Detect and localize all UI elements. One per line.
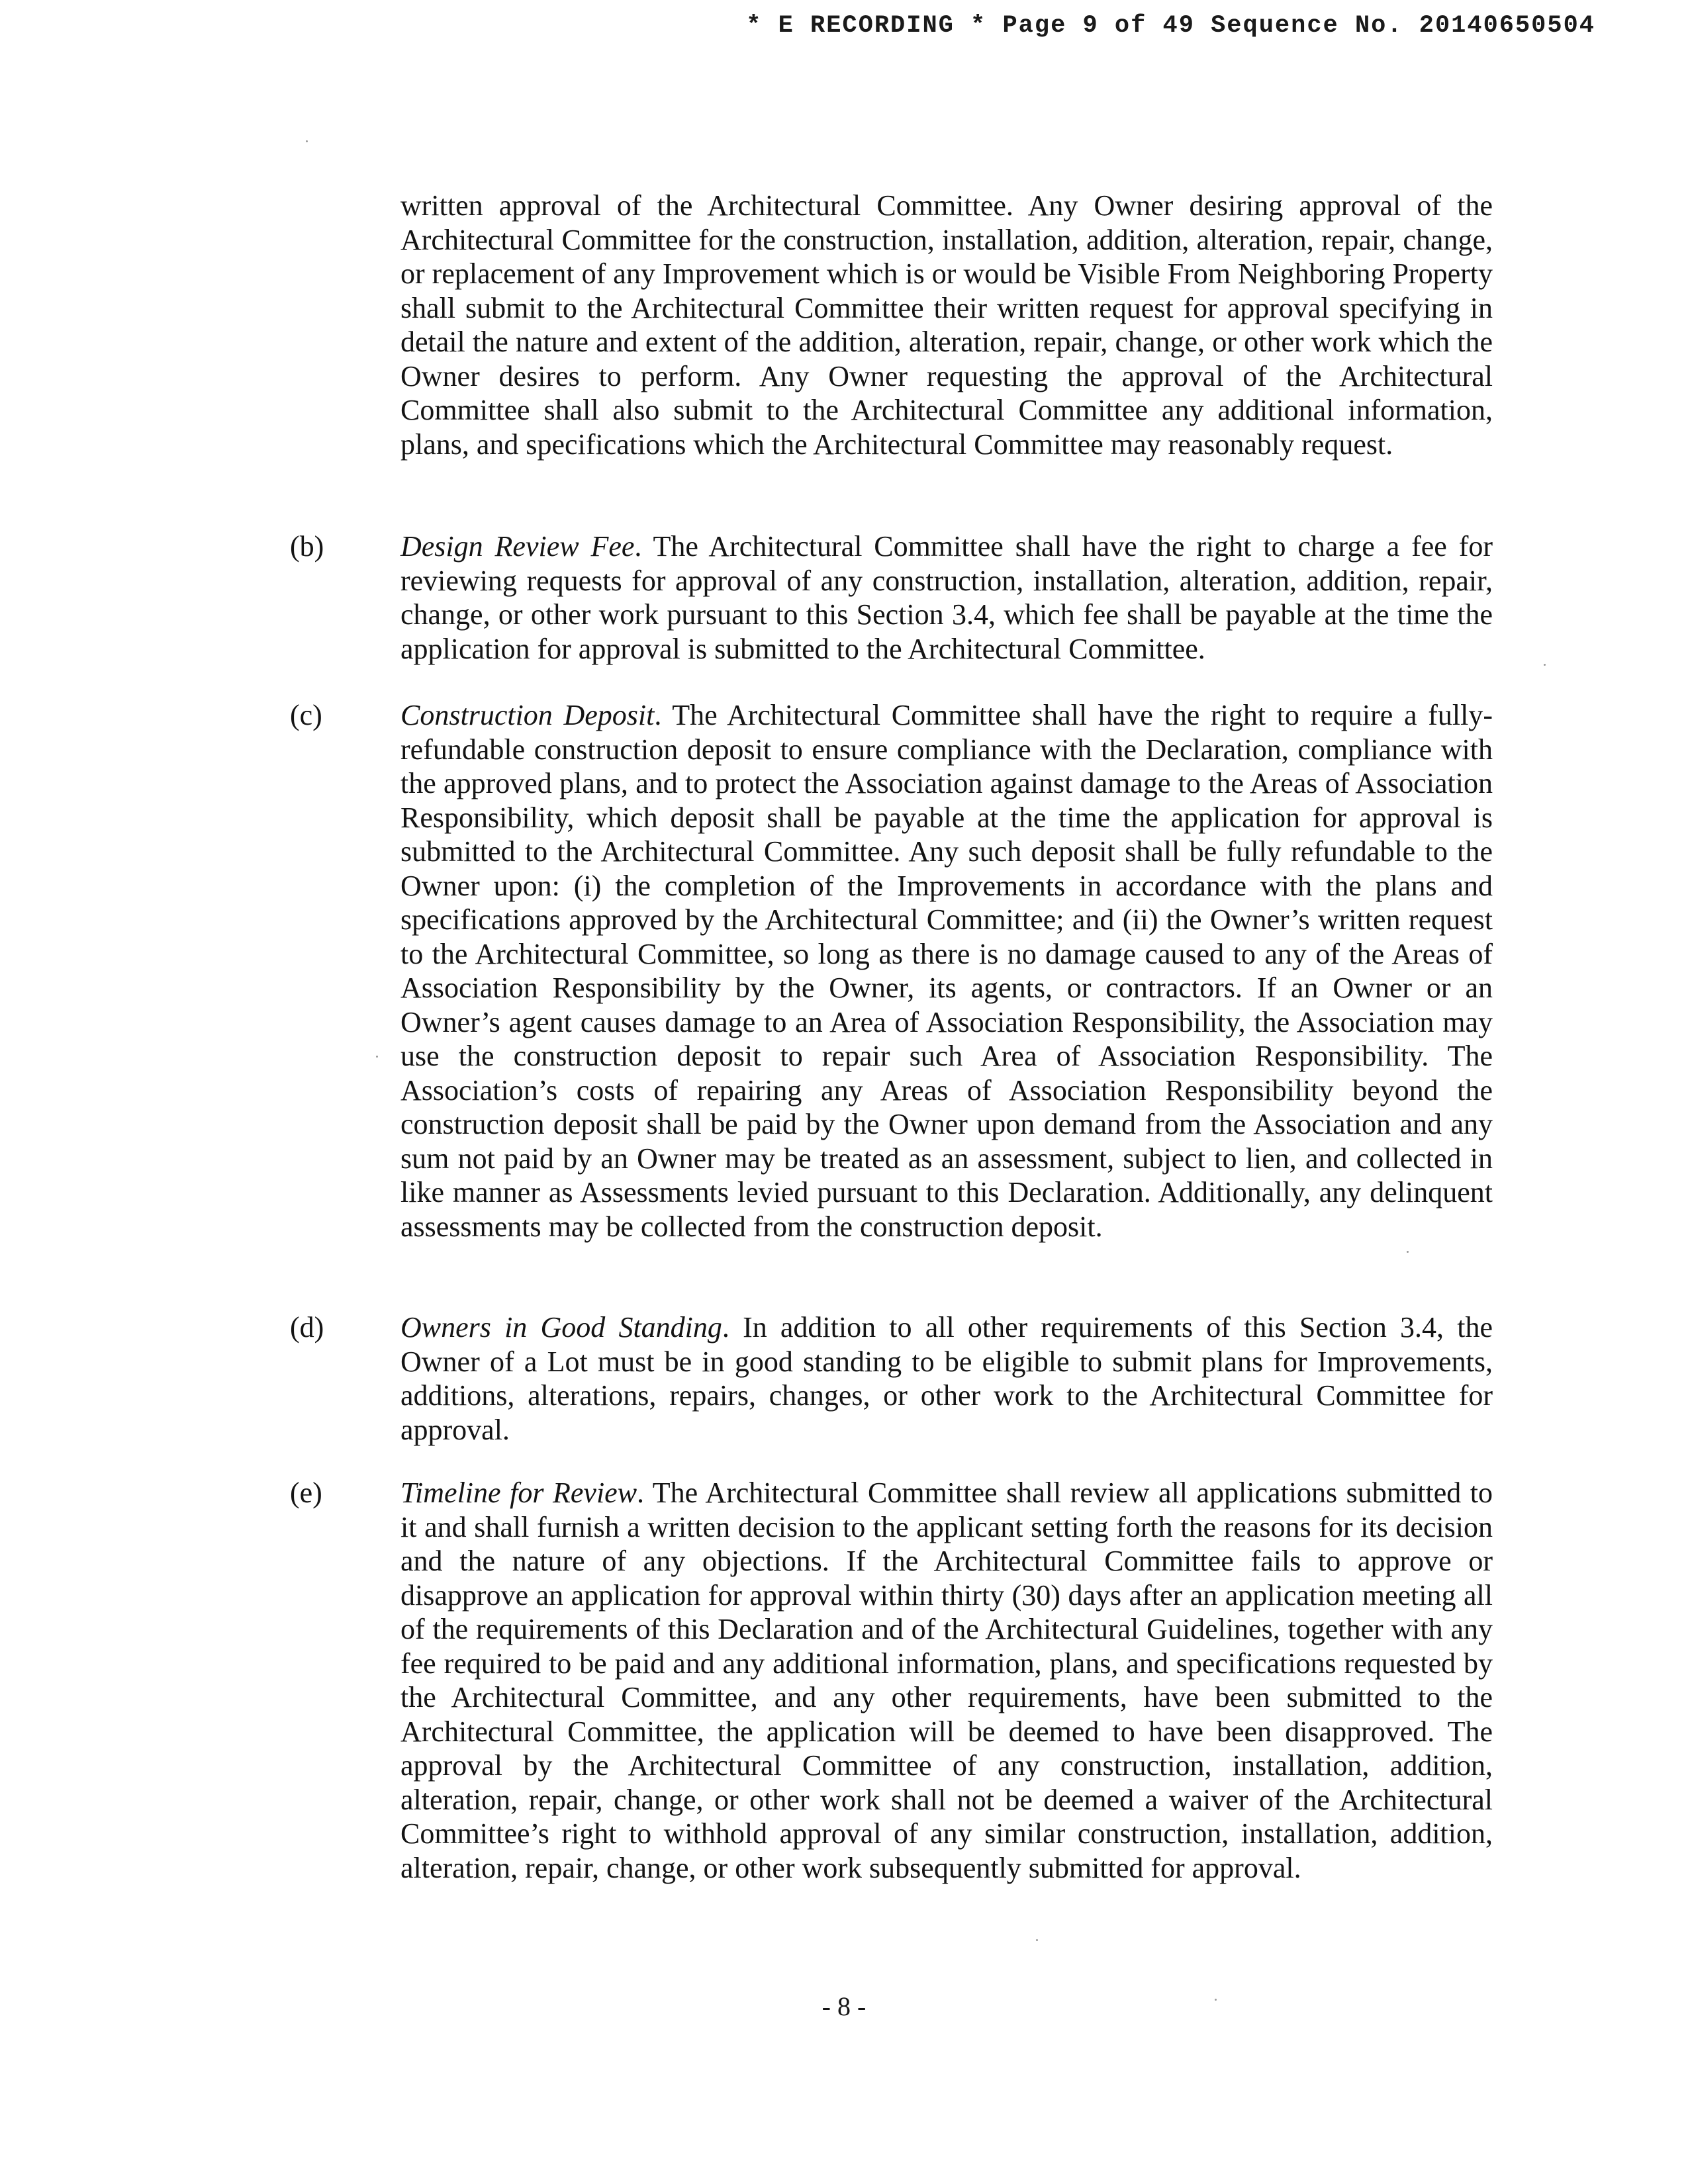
clause-heading: Design Review Fee — [400, 530, 635, 563]
scan-speck — [1215, 1999, 1217, 2001]
clause-text — [400, 1476, 1493, 1885]
clause-label: (c) — [290, 699, 322, 731]
clause-heading: Construction Deposit — [400, 699, 655, 731]
clause-label: (d) — [290, 1311, 324, 1343]
clause-heading: Owners in Good Standing — [400, 1311, 722, 1343]
clause-label: (b) — [290, 530, 324, 563]
scan-speck — [1544, 664, 1546, 666]
clause-body: . The Architectural Committee shall have the right to require a fully-refundable construction deposit to ensure compliance with the Declaration, compliance with the approved plans, and to protect the Association against damage to the Areas of Association Responsibility, which deposit shall be payable at the time the application for approval is submitted to the Architectural Committee. Any such deposit shall be fully refundable to the Owner upon: (i) the completion of the Improvements in accordance with the plans and specifications approved by the Architectural Committee; and (ii) the Owner’s written request to the Architectural Committee, so long as there is no damage caused to any of the Areas of Association Responsibility by the Owner, its agents, or contractors. If an Owner or an Owner’s agent causes damage to an Area of Association Responsibility, the Association may use the construction deposit to repair such Area of Association Responsibility. The Association’s costs of repairing any Areas of Association Responsibility beyond the construction deposit shall be paid by the Owner upon demand from the Association and any sum not paid by an Owner may be treated as an assessment, subject to lien, and collected in like manner as Assessments levied pursuant to this Declaration. Additionally, any delinquent assessments may be collected from the construction deposit. — [400, 699, 1493, 1243]
intro-paragraph: written approval of the Architectural Committee. Any Owner desiring approval of the Architectural Committee for the construction, installation, addition, alteration, repair, change, or replacement of any Improvement which is or would be Visible From Neighboring Property shall submit to the Architectural Committee their written request for approval specifying in detail the nature and extent of the addition, alteration, repair, change, or other work which the Owner desires to perform. Any Owner requesting the approval of the Architectural Committee shall also submit to the Architectural Committee any additional information, plans, and specifications which the Architectural Committee may reasonably request. — [400, 189, 1493, 461]
clause-body: . The Architectural Committee shall review all applications submitted to it and shall furnish a written decision to the applicant setting forth the reasons for its decision and the nature of any objections. If the Architectural Committee fails to approve or disapprove an application for approval within thirty (30) days after an application meeting all of the requirements of this Declaration and of the Architectural Guidelines, together with any fee required to be paid and any additional information, plans, and specifications requested by the Architectural Committee, and any other requirements, have been submitted to the Architectural Committee, the application will be deemed to have been disapproved. The approval by the Architectural Committee of any construction, installation, addition, alteration, repair, change, or other work shall not be deemed a waiver of the Architectural Committee’s right to withhold approval of any similar construction, installation, addition, alteration, repair, change, or other work subsequently submitted for approval. — [400, 1477, 1493, 1884]
clause-body: . In addition to all other requirements of this Section 3.4, the Owner of a Lot must be in good standing to be eligible to submit plans for Improvements, additions, alterations, repairs, changes, or other work to the Architectural Committee for approval. — [400, 1311, 1493, 1446]
recording-header: * E RECORDING * Page 9 of 49 Sequence No. 20140650504 — [746, 12, 1595, 40]
clause-text — [400, 698, 1493, 1244]
page-number: - 8 - — [821, 1991, 867, 2021]
scan-speck — [306, 140, 308, 142]
scan-speck — [1036, 1939, 1038, 1941]
clause-body: . The Architectural Committee shall have the right to charge a fee for reviewing requests for approval of any construction, installation, alteration, addition, repair, change, or other work pursuant to this Section 3.4, which fee shall be payable at the time the application for approval is submitted to the Architectural Committee. — [400, 530, 1493, 665]
clause-heading: Timeline for Review — [400, 1477, 637, 1509]
clause-text — [400, 1310, 1493, 1447]
scan-speck — [376, 1056, 378, 1058]
clause-text — [400, 529, 1493, 666]
scan-speck — [1407, 1251, 1409, 1253]
clause-label: (e) — [290, 1477, 322, 1509]
